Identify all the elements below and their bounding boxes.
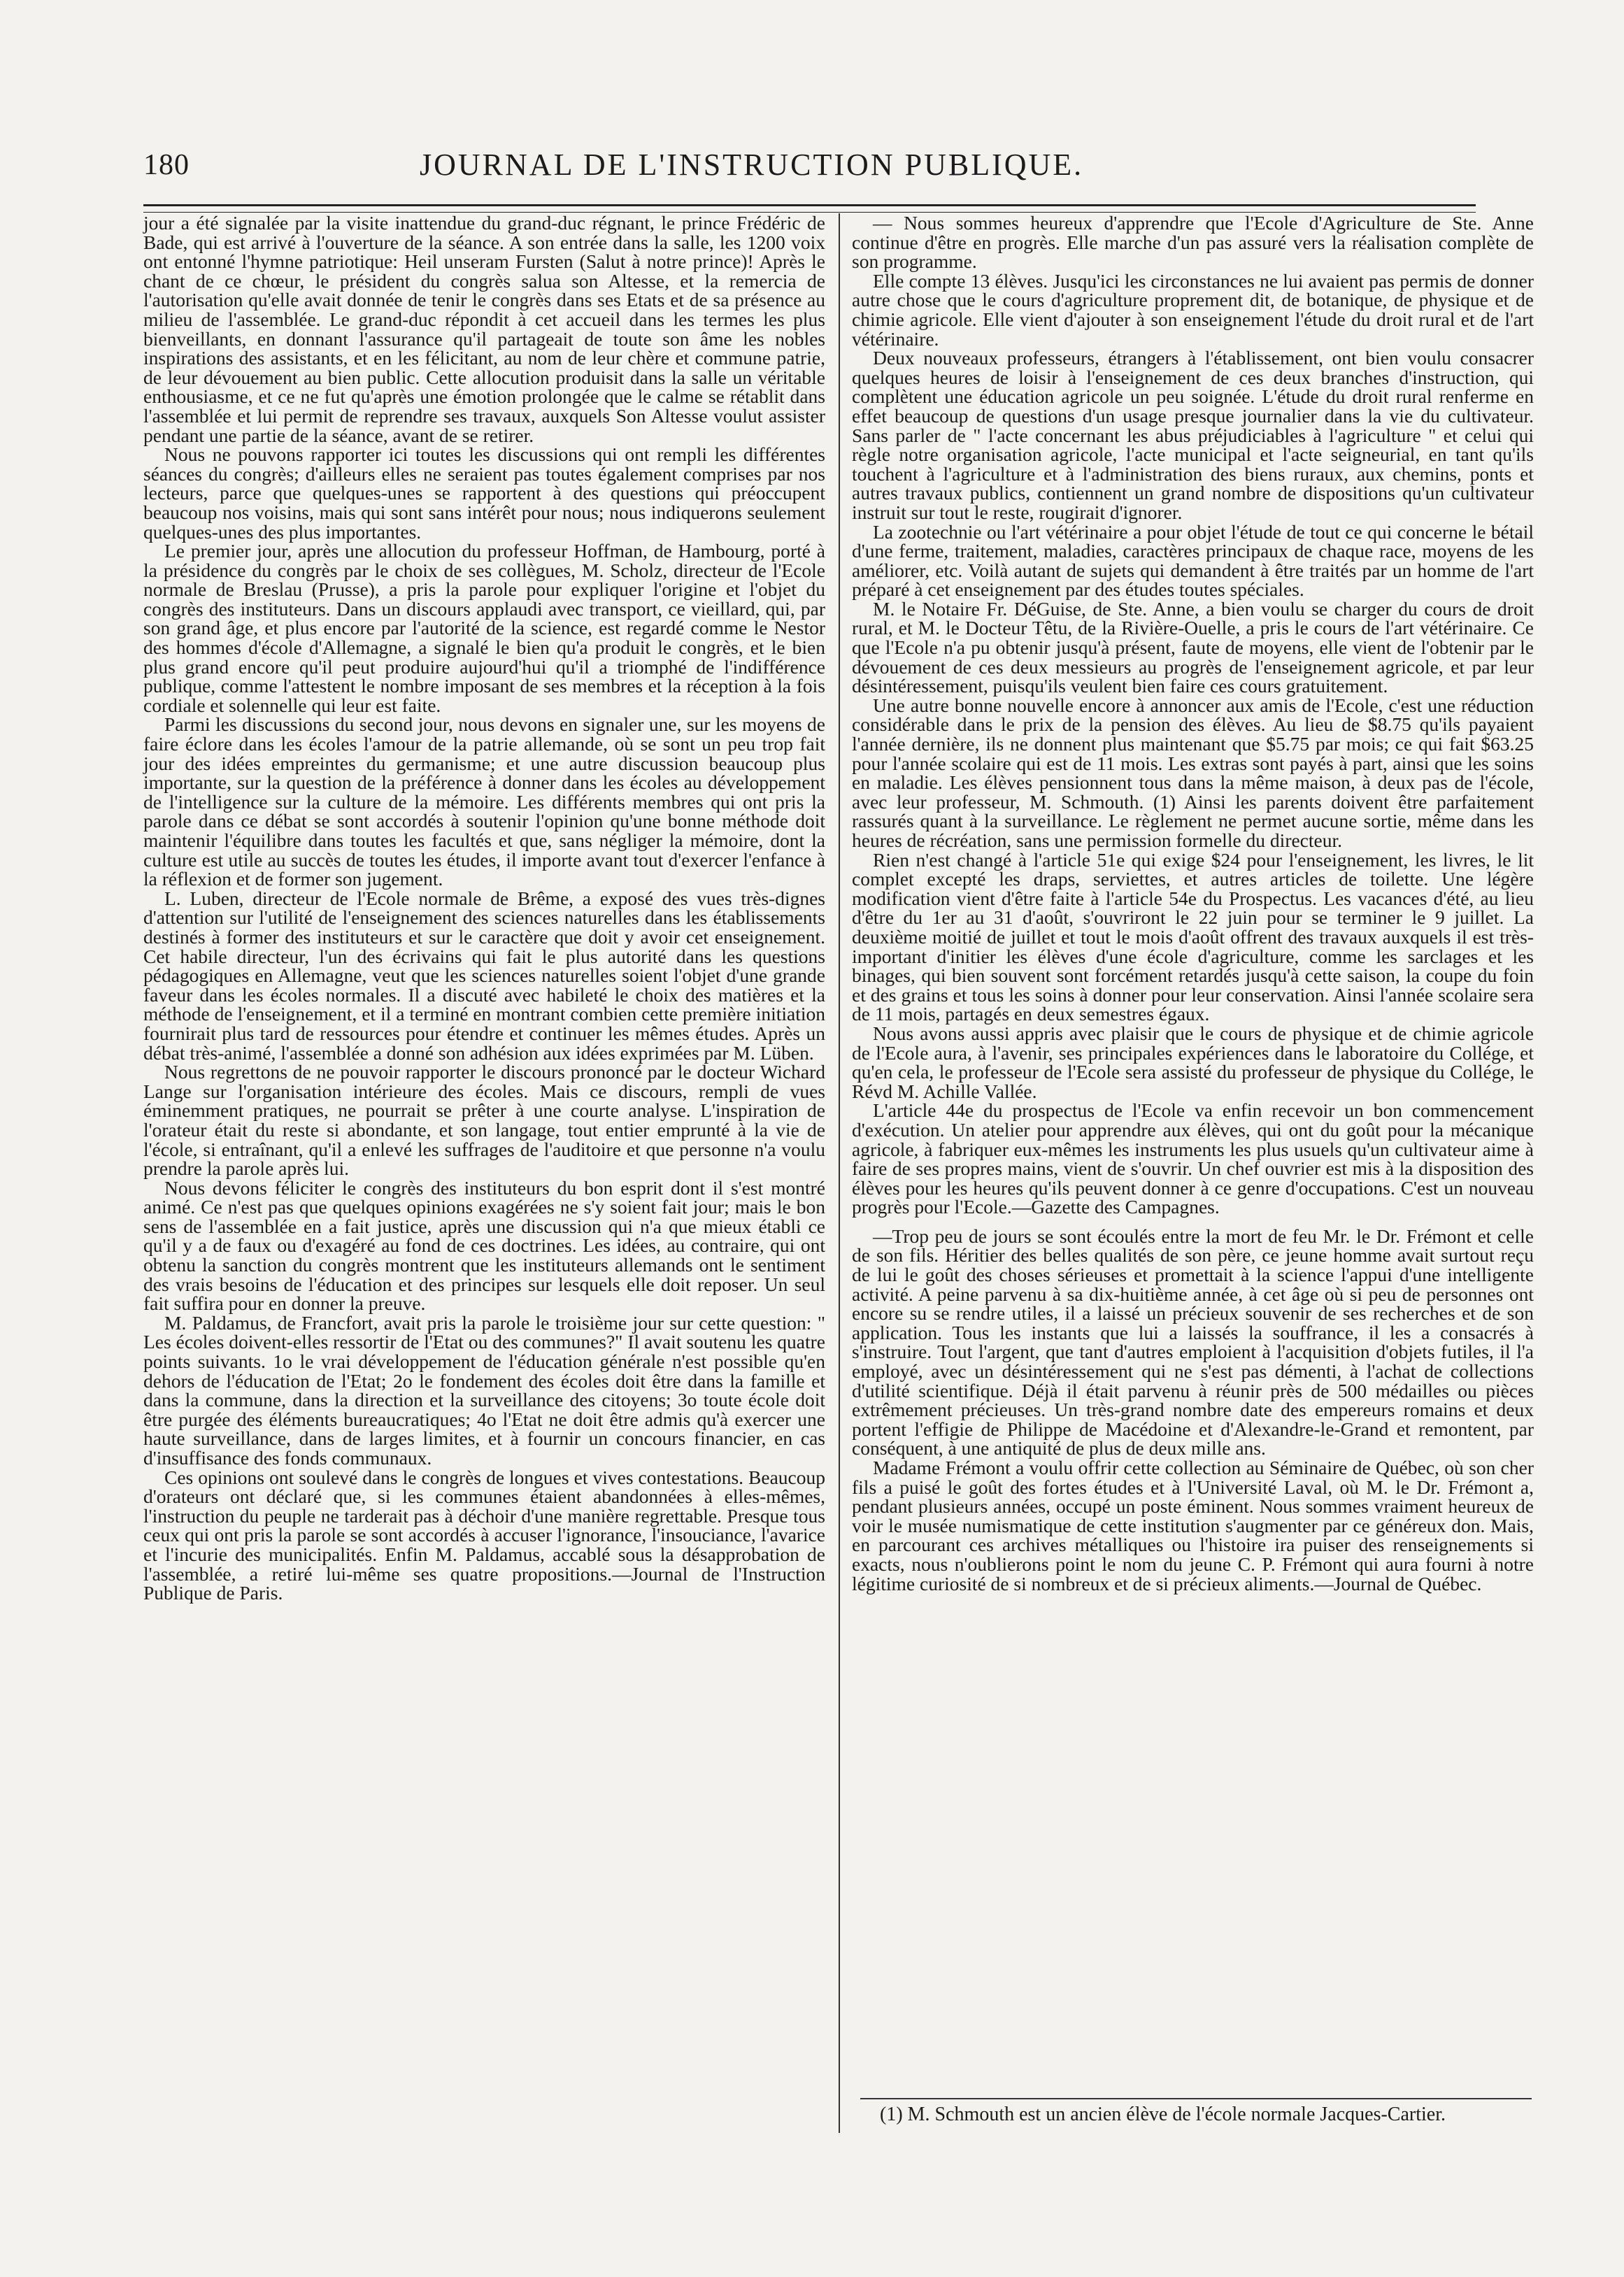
paragraph: Nous regrettons de ne pouvoir rapporter le discours prononcé par le docteur Wichard Lange sur l'organisation intérieure des écoles. Mais ce discours, rempli de vues éminemment pratiques, ne pourrait se prêter à une courte analyse. L'inspiration de l'orateur était du reste si abondante, et son langage, tout entier emprunté à la vie de l'école, si entraînant, qu'il a enlevé les suffrages de l'auditoire et que personne n'a voulu prendre la parole après lui.	[143, 1061, 825, 1180]
left-column	[143, 213, 825, 1603]
page-number: 180	[143, 149, 190, 181]
paragraph: Rien n'est changé à l'article 51e qui exige $24 pour l'enseignement, les livres, le lit complet excepté les draps, serviettes, et autres articles de toilette. Une légère modification vient d'être faite à l'article 54e du Prospectus. Les vacances d'été, au lieu d'être du 1er au 31 d'août, s'ouvriront le 22 juin pour se terminer le 9 juillet. La deuxième moitié de juillet et tout le mois d'août offrent des travaux auxquels il est très-important d'initier les élèves d'une école d'agriculture, comme les sarclages et les binages, qui bien souvent sont forcément retardés jusqu'à cette saison, la coupe du foin et des grains et tous les soins à donner pour leur conservation. Ainsi l'année scolaire sera de 11 mois, partagés en deux semestres égaux.	[852, 848, 1534, 1025]
paragraph: Une autre bonne nouvelle encore à annoncer aux amis de l'Ecole, c'est une réduction considérable dans le prix de la pension des élèves. Au lieu de $8.75 qu'ils payaient l'année dernière, ils ne donnent plus maintenant que $5.75 par mois; ce qui fait $63.25 pour l'année scolaire qui est de 11 mois. Les extras sont payés à part, ainsi que les soins en maladie. Les élèves pensionnent tous dans la même maison, à deux pas de l'école, avec leur professeur, M. Schmouth. (1) Ainsi les parents doivent être parfaitement rassurés quant à la surveillance. Le règlement ne permet aucune sortie, même dans les heures de récréation, sans une permission formelle du directeur.	[852, 694, 1534, 851]
paragraph: La zootechnie ou l'art vétérinaire a pour objet l'étude de tout ce qui concerne le bétail d'une ferme, traitement, maladies, caractères principaux de chaque race, moyens de les améliorer, etc. Voilà autant de sujets qui demandent à être traités par un homme de l'art préparé à cet enseignement par des études toutes spéciales.	[852, 520, 1534, 601]
paragraph: Nous avons aussi appris avec plaisir que le cours de physique et de chimie agricole de l'Ecole aura, à l'avenir, ses principales expériences dans le laboratoire du Collége, et qu'en cela, le professeur de l'Ecole sera assisté du professeur de physique du Collége, le Révd M. Achille Vallée.	[852, 1022, 1534, 1102]
paragraph: Ces opinions ont soulevé dans le congrès de longues et vives contestations. Beaucoup d'orateurs ont déclaré que, si les communes étaient abandonnées à elles-mêmes, l'instruction du peuple ne tarderait pas à déchoir d'une manière regrettable. Presque tous ceux qui ont pris la parole se sont accordés à accuser l'ignorance, l'insouciance, l'avarice et l'incurie des municipalités. Enfin M. Paldamus, accablé sous la désapprobation de l'assemblée, a retiré lui-même ses quatre propositions.—Journal de l'Instruction Publique de Paris.	[143, 1466, 825, 1604]
paragraph: L'article 44e du prospectus de l'Ecole va enfin recevoir un bon commencement d'exécution. Un atelier pour apprendre aux élèves, qui ont du goût pour la mécanique agricole, à fabriquer eux-mêmes les instruments les plus usuels qu'un cultivateur aime à faire de ses propres mains, vient de s'ouvrir. Un chef ouvrier est mis à la disposition des élèves pour les heures qu'ils peuvent donner à ce genre d'occupations. C'est un nouveau progrès pour l'Ecole.—Gazette des Campagnes.	[852, 1099, 1534, 1218]
footnote: (1) M. Schmouth est un ancien élève de l'école normale Jacques-Cartier.	[880, 2104, 1446, 2125]
paragraph: jour a été signalée par la visite inattendue du grand-duc régnant, le prince Frédéric de Bade, qui est arrivé à l'ouverture de la séance. A son entrée dans la salle, les 1200 voix ont entonné l'hymne patriotique: Heil unseram Fursten (Salut à notre prince)! Après le chant de ce chœur, le président du congrès salua son Altesse, et la remercia de l'autorisation qu'elle avait donnée de tenir le congrès dans ses Etats et de sa présence au milieu de l'assemblée. Le grand-duc répondit à cet accueil dans les termes les plus bienveillants, en donnant l'assurance qu'il partageait de toute son âme les nobles inspirations des assistants, et en les félicitant, au nom de leur chère et commune patrie, de leur dévouement au bien public. Cette allocution produisit dans la salle un véritable enthousiasme, et ce ne fut qu'après une émotion prolongée que le calme se rétablit dans l'assemblée et lui permit de reprendre ses travaux, auxquels Son Altesse voulut assister pendant une partie de la séance, avant de se retirer.	[143, 212, 825, 446]
paragraph: Parmi les discussions du second jour, nous devons en signaler une, sur les moyens de faire éclore dans les écoles l'amour de la patrie allemande, où se sont un peu trop fait jour des idées empreintes du germanisme; et une autre discussion beaucoup plus importante, sur la question de la préférence à donner dans les écoles au développement de l'intelligence sur la culture de la mémoire. Les différents membres qui ont pris la parole dans ce débat se sont accordés à soutenir l'opinion qu'une bonne méthode doit maintenir l'équilibre dans toutes les facultés et que, sans négliger la mémoire, dont la culture est utile au succès de toutes les études, il importe avant tout d'exercer l'enfance à la réflexion et de former son jugement.	[143, 713, 825, 890]
paragraph: Deux nouveaux professeurs, étrangers à l'établissement, ont bien voulu consacrer quelques heures de loisir à l'enseignement de ces deux branches d'instruction, qui complètent une éducation agricole un peu soignée. L'étude du droit rural renferme en effet beaucoup de questions d'un usage presque journalier dans la vie du cultivateur. Sans parler de " l'acte concernant les abus préjudiciables à l'agriculture " et celui qui règle notre organisation agricole, l'acte municipal et l'acte seigneurial, en tant qu'ils touchent à l'agriculture et à l'administration des biens ruraux, aux chemins, ponts et autres travaux publics, contiennent un grand nombre de dispositions qu'un cultivateur instruit sur tout le reste, rougirait d'ignorer.	[852, 347, 1534, 523]
right-column	[852, 213, 1534, 1593]
paragraph: Nous ne pouvons rapporter ici toutes les discussions qui ont rempli les différentes séances du congrès; d'ailleurs elles ne seraient pas toutes également comprises par nos lecteurs, parce que quelques-unes se rapportent à des questions qui préoccupent beaucoup nos voisins, mais qui sont sans intérêt pour nous; nous indiquerons seulement quelques-unes des plus importantes.	[143, 443, 825, 543]
paragraph: Nous devons féliciter le congrès des instituteurs du bon esprit dont il s'est montré animé. Ce n'est pas que quelques opinions exagérées ne s'y soient fait jour; mais le bon sens de l'assemblée en a fait justice, après une discussion qui n'a que mieux établi ce qu'il y a de faux ou d'exagéré au fond de ces doctrines. Les idées, au contraire, qui ont obtenu la sanction du congrès montrent que les instituteurs allemands ont le sentiment des vrais besoins de l'éducation et des principes sur lesquels elle doit reposer. Un seul fait suffira pour en donner la preuve.	[143, 1176, 825, 1315]
paragraph: Madame Frémont a voulu offrir cette collection au Séminaire de Québec, où son cher fils a puisé le goût des fortes études et à l'Université Laval, où M. le Dr. Frémont a, pendant plusieurs années, occupé un poste éminent. Nous sommes vraiment heureux de voir le musée numismatique de cette institution s'augmenter par ce généreux don. Mais, en parcourant ces archives métalliques ou l'histoire ira puiser des renseignements si exacts, nous n'oublierons point le nom du jeune C. P. Frémont qui aura fourni à notre légitime curiosité de si nombreux et de si précieux aliments.—Journal de Québec.	[852, 1457, 1534, 1594]
column-divider	[839, 213, 840, 2133]
running-title: JOURNAL DE L'INSTRUCTION PUBLIQUE.	[420, 148, 1084, 182]
paragraph: —Trop peu de jours se sont écoulés entre la mort de feu Mr. le Dr. Frémont et celle de son fils. Héritier des belles qualités de son père, ce jeune homme avait surtout reçu de lui le goût des choses sérieuses et promettait à la science l'appui d'une intelligente activité. A peine parvenu à sa dix-huitième année, à cet âge où si peu de personnes ont encore su se rendre utiles, il a laissé un précieux souvenir de ses recherches et de son application. Tous les instants que lui a laissés la souffrance, il les a consacrés à s'instruire. Tout l'argent, que tant d'autres emploient à l'acquisition d'objets futiles, il l'a employé, avec un désintéressement qui ne s'est pas démenti, à l'achat de collections d'utilité scientifique. Déjà il était parvenu à réunir près de 500 médailles ou pièces extrêmement précieuses. Un très-grand nombre date des empereurs romains et deux portent l'effigie de Philippe de Macédoine et d'Alexandre-le-Grand et remontent, par conséquent, à une antiquité de plus de deux mille ans.	[852, 1225, 1534, 1459]
paragraph: Elle compte 13 élèves. Jusqu'ici les circonstances ne lui avaient pas permis de donner autre chose que le cours d'agriculture proprement dit, de botanique, de physique et de chimie agricole. Elle vient d'ajouter à son enseignement l'étude du droit rural et de l'art vétérinaire.	[852, 269, 1534, 350]
paragraph: L. Luben, directeur de l'Ecole normale de Brême, a exposé des vues très-dignes d'attention sur l'utilité de l'enseignement des sciences naturelles dans les établissements destinés à former des instituteurs et sur le caractère que doit y avoir cet enseignement. Cet habile directeur, l'un des écrivains qui fait le plus autorité dans les questions pédagogiques en Allemagne, veut que les sciences naturelles soient l'objet d'une grande faveur dans les écoles normales. Il a discuté avec habileté le choix des matières et la méthode de l'enseignement, et il a terminé en montrant combien cette première initiation fournirait plus tard de ressources pour étendre et continuer les mêmes études. Après un débat très-animé, l'assemblée a donné son adhésion aux idées exprimées par M. Lüben.	[143, 887, 825, 1064]
footnote-rule	[860, 2098, 1532, 2099]
paragraph: — Nous sommes heureux d'apprendre que l'Ecole d'Agriculture de Ste. Anne continue d'être en progrès. Elle marche d'un pas assuré vers la réalisation complète de son programme.	[852, 212, 1534, 273]
paragraph: M. le Notaire Fr. DéGuise, de Ste. Anne, a bien voulu se charger du cours de droit rural, et M. le Docteur Têtu, de la Rivière-Ouelle, a pris le cours de l'art vétérinaire. Ce que l'Ecole n'a pu obtenir jusqu'à présent, faute de moyens, elle vient de l'obtenir par le dévouement de ces deux messieurs au progrès de l'enseignement agricole, et par leur désintéressement, puisqu'ils veulent bien faire ces cours gratuitement.	[852, 597, 1534, 697]
paragraph: M. Paldamus, de Francfort, avait pris la parole le troisième jour sur cette question: " Les écoles doivent-elles ressortir de l'Etat ou des communes?" Il avait soutenu les quatre points suivants. 1o le vrai développement de l'éducation générale n'est possible qu'en dehors de l'éducation de l'Etat; 2o le fondement des écoles doit être dans la famille et dans la commune, dans la direction et la surveillance des citoyens; 3o toute école doit être purgée des éléments bureaucratiques; 4o l'Etat ne doit être admis qu'à exercer une haute surveillance, dans de larges limites, et à fournir un concours financier, en cas d'insuffisance des fonds communaux.	[143, 1311, 825, 1469]
paragraph: Le premier jour, après une allocution du professeur Hoffman, de Hambourg, porté à la présidence du congrès par le choix de ses collègues, M. Scholz, directeur de l'Ecole normale de Breslau (Prusse), a pris la parole pour expliquer l'origine et l'objet du congrès des instituteurs. Dans un discours applaudi avec transport, ce vieillard, qui, par son grand âge, et plus encore par l'autorité de la science, est regardé comme le Nestor des hommes d'école d'Allemagne, a signalé le bien qu'a produit le congrès, et le bien plus grand encore qu'il peut produire aujourd'hui qu'il a triomphé de l'indifférence publique, comme l'attestent le nombre imposant de ses membres et la réception à la fois cordiale et solennelle qui leur est faite.	[143, 540, 825, 716]
